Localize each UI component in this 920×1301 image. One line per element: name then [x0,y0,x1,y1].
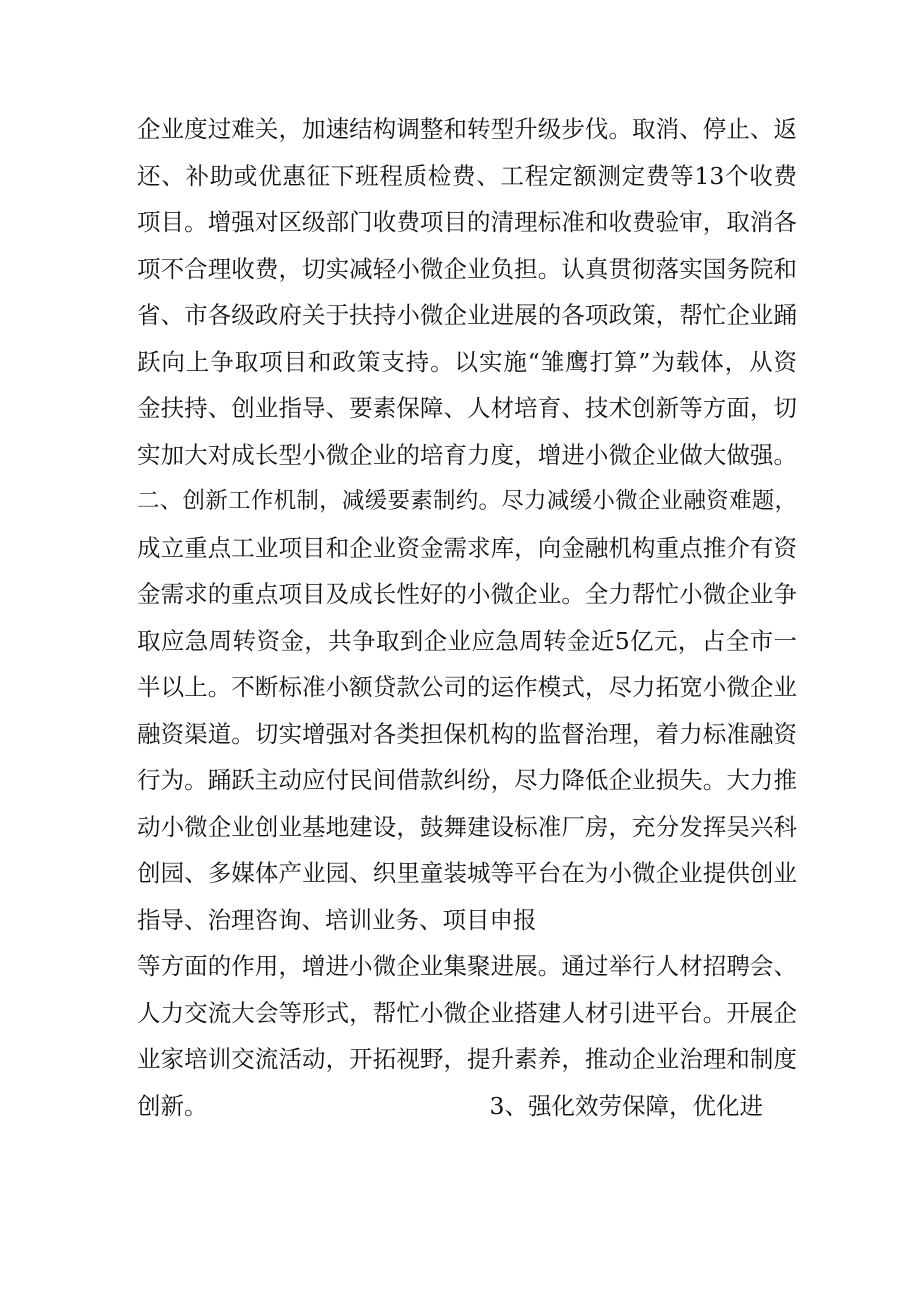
body-line: 等方面的作用，增进小微企业集聚进展。通过举行人材招聘会、 [137,952,797,980]
body-line: 半以上。不断标准小额贷款公司的运作模式，尽力拓宽小微企业 [137,673,797,701]
body-line: 还、补助或优惠征下班程质检费、工程定额测定费等13个收费 [137,161,797,190]
body-line: 实加大对成长型小微企业的培育力度，增进小微企业做大做强。 [137,440,797,469]
body-line: 业家培训交流活动，开拓视野，提升素养，推动企业治理和制度 [137,1045,797,1073]
body-line: 人力交流大会等形式，帮忙小微企业搭建人材引进平台。开展企 [137,998,797,1027]
body-line: 创园、多媒体产业园、织里童装城等平台在为小微企业提供创业 [137,859,797,887]
body-line: 成立重点工业项目和企业资金需求库，向金融机构重点推介有资 [137,533,797,562]
body-line: 项不合理收费，切实减轻小微企业负担。认真贯彻落实国务院和 [137,254,797,283]
section-two-heading-line: 二、创新工作机制，减缓要素制约。尽力减缓小微企业融资难题， [137,488,797,514]
final-line [137,1083,797,1130]
body-line-short: 指导、治理咨询、培训业务、项目申报 [137,905,537,934]
body-line: 动小微企业创业基地建设，鼓舞建设标准厂房，充分发挥吴兴科 [137,812,797,841]
body-line: 金需求的重点项目及成长性好的小微企业。全力帮忙小微企业争 [137,580,797,608]
body-line: 跃向上争取项目和政策支持。以实施“雏鹰打算”为载体，从资 [137,347,797,376]
section-three-heading-fragment: 3、强化效劳保障，优化进 [489,1091,763,1120]
body-line: 项目。增强对区级部门收费项目的清理标准和收费验审，取消各 [137,208,797,236]
body-line: 省、市各级政府关于扶持小微企业进展的各项政策，帮忙企业踊 [137,301,797,329]
body-line: 取应急周转资金，共争取到企业应急周转金近5亿元，占全市一 [137,626,797,655]
paragraph-end-text: 创新。 [137,1091,208,1120]
body-line: 行为。踊跃主动应付民间借款纠纷，尽力降低企业损失。大力推 [137,766,797,794]
document-body-text [137,106,797,1129]
body-line: 企业度过难关，加速结构调整和转型升级步伐。取消、停止、返 [137,115,797,143]
body-line: 融资渠道。切实增强对各类担保机构的监督治理，着力标准融资 [137,719,797,748]
body-line: 金扶持、创业指导、要素保障、人材培育、技术创新等方面，切 [137,394,797,422]
